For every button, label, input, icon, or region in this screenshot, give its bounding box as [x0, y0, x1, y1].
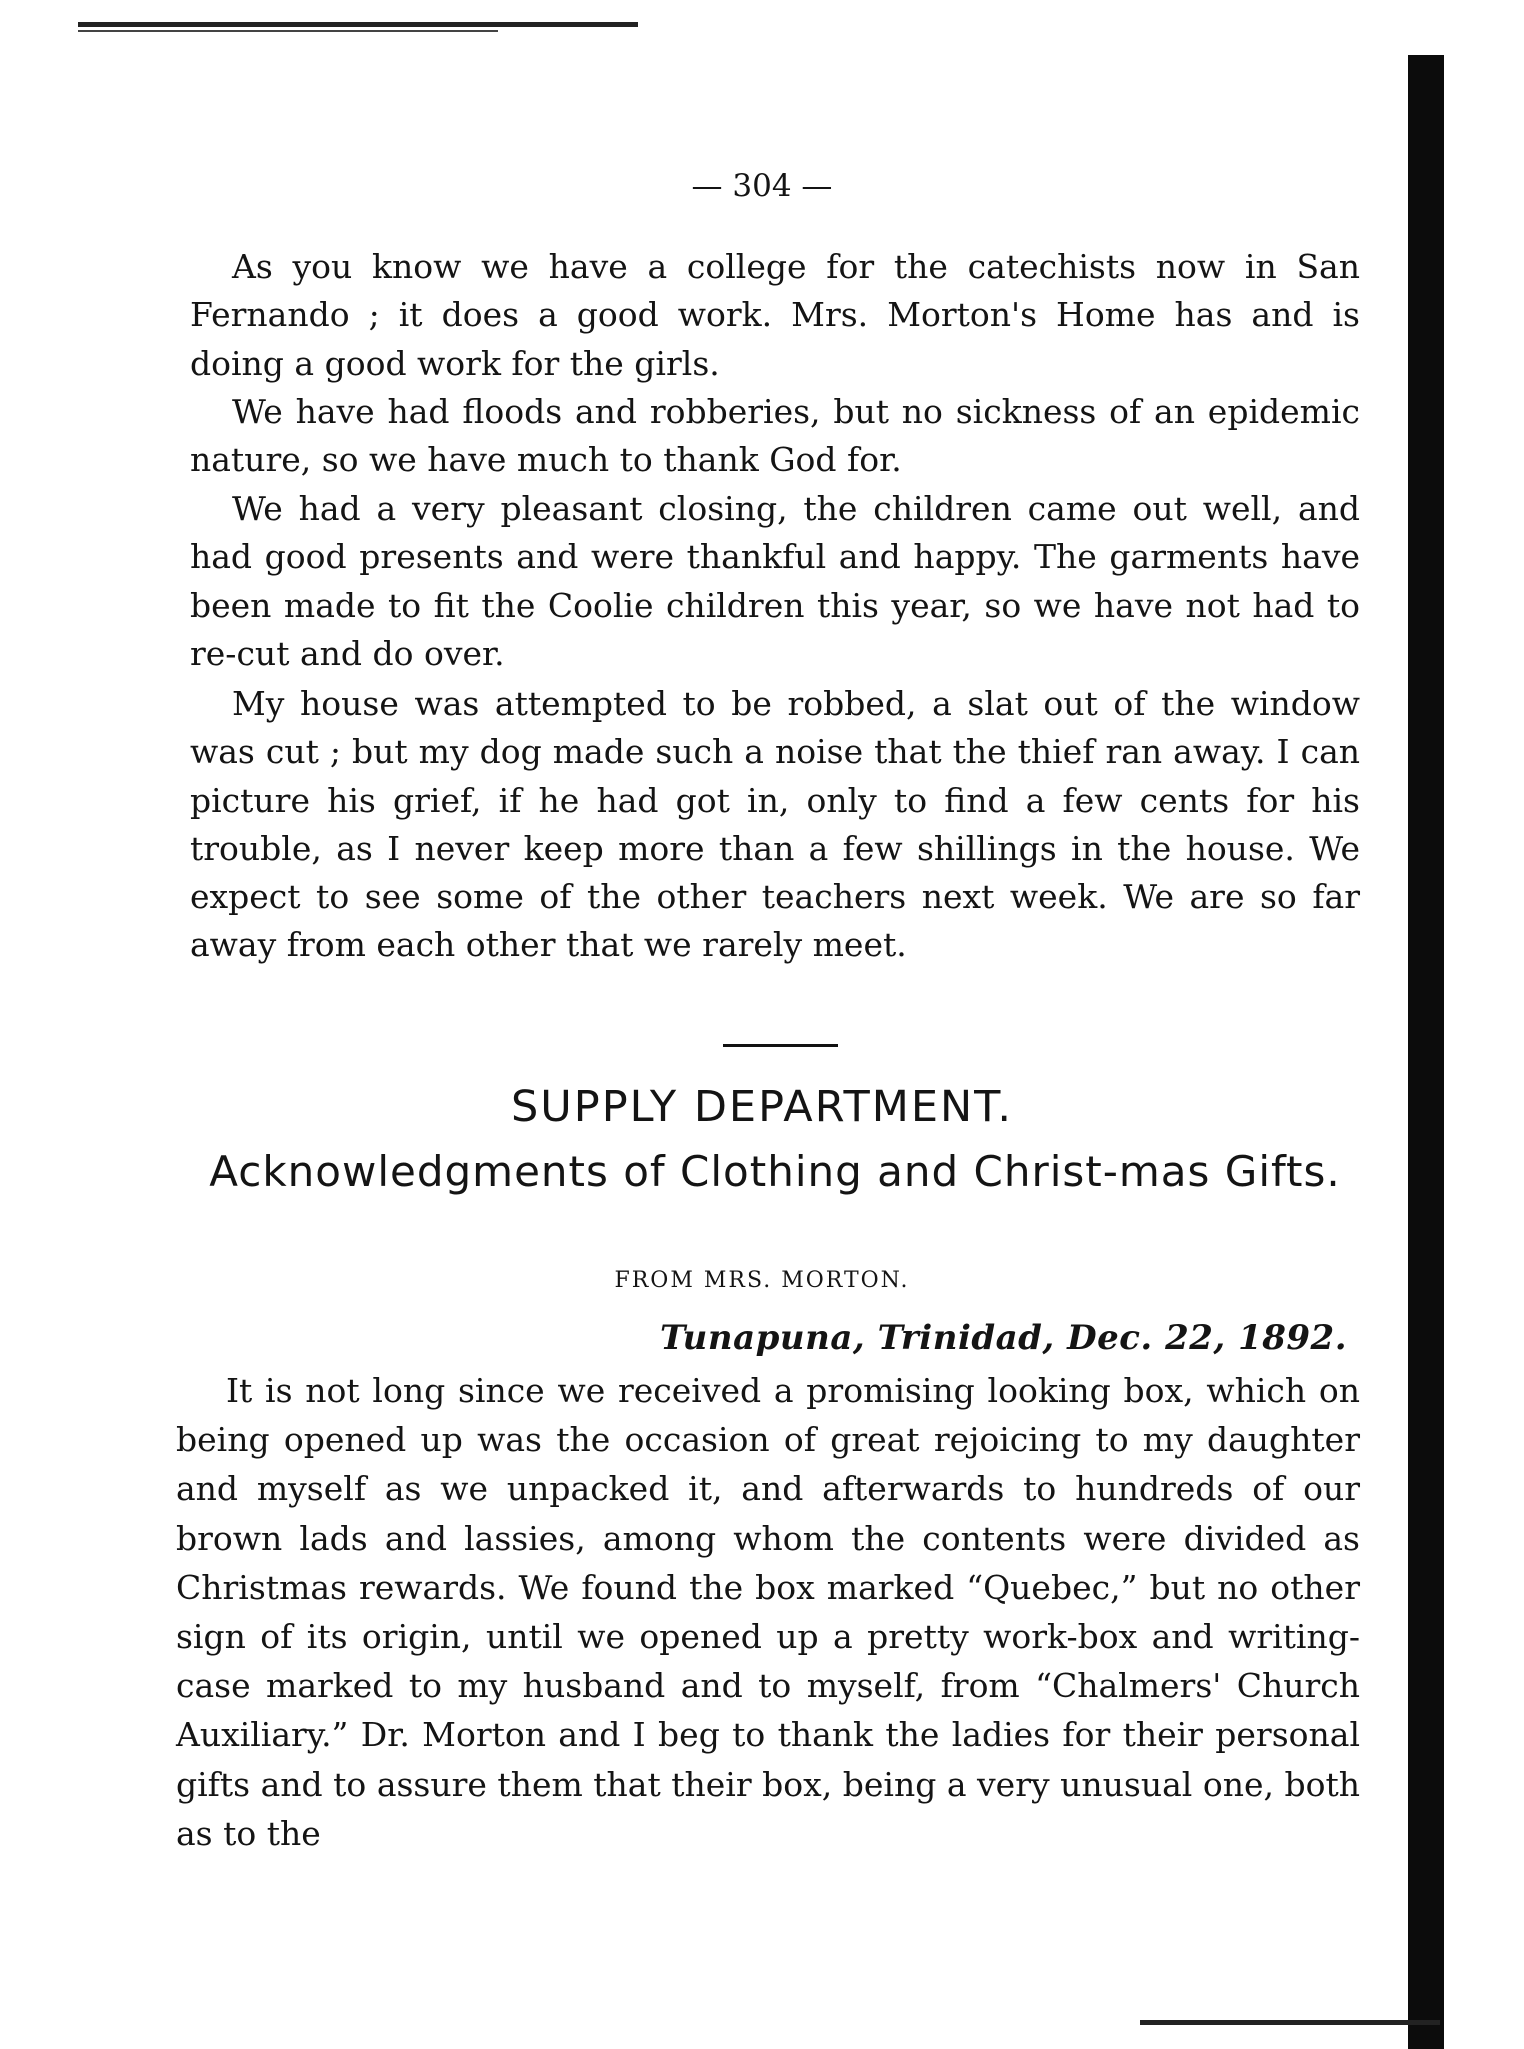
letter-paragraph — [190, 680, 1360, 970]
dateline: Tunapuna, Trinidad, Dec. 22, 1892. — [660, 1318, 1348, 1358]
page-number: — 304 — — [691, 168, 833, 204]
bottom-border-rule — [1140, 2020, 1440, 2025]
top-border-rule — [78, 22, 638, 27]
letter-paragraph-text: As you know we have a college for the catechists now in San Fernando ; it does a good work. Mrs. Morton's Home has and is doing a good work for the girls. — [190, 247, 1360, 383]
letter-paragraph — [190, 485, 1360, 678]
letter-paragraph — [190, 388, 1360, 485]
section-divider — [723, 1044, 838, 1047]
letter-paragraph-text: My house was attempted to be robbed, a slat out of the window was cut ; but my dog made such a noise that the thief ran away. I can picture his grief, if he had got in, only to find a few cents for his trouble, as I never keep more than a few shillings in the house. We expect to see some of the other teachers next week. We are so far away from each other that we rarely meet. — [190, 684, 1360, 965]
letter-paragraph — [190, 243, 1360, 388]
byline: FROM MRS. MORTON. — [614, 1268, 910, 1293]
letter-paragraph-text: We had a very pleasant closing, the children came out well, and had good presents and were thankful and happy. The garments have been made to fit the Coolie children this year, so we have not had to re-cut and do over. — [190, 489, 1360, 673]
letter-paragraph-text: We have had floods and robberies, but no sickness of an epidemic nature, so we have much to thank God for. — [190, 392, 1360, 480]
book-spine-edge — [1408, 55, 1444, 2049]
top-border-rule-thin — [78, 30, 498, 32]
section-heading: SUPPLY DEPARTMENT. — [511, 1082, 1013, 1132]
acknowledgment-paragraph-text: It is not long since we received a promising looking box, which on being opened up was the occasion of great rejoicing to my daughter and myself as we unpacked it, and afterwards to hundreds of our brown lads and lassies, among whom the contents were divided as Christmas rewards. We found the box marked “Quebec,” but no other sign of its origin, until we opened up a pretty work-box and writing-case marked to my husband and to myself, from “Chalmers' Church Auxiliary.” Dr. Morton and I beg to thank the ladies for their personal gifts and to assure them that their box, being a very unusual one, both as to the — [176, 1371, 1360, 1853]
acknowledgment-paragraph — [176, 1366, 1360, 1858]
section-subheading: Acknowledgments of Clothing and Christ-mas Gifts. — [209, 1147, 1341, 1196]
